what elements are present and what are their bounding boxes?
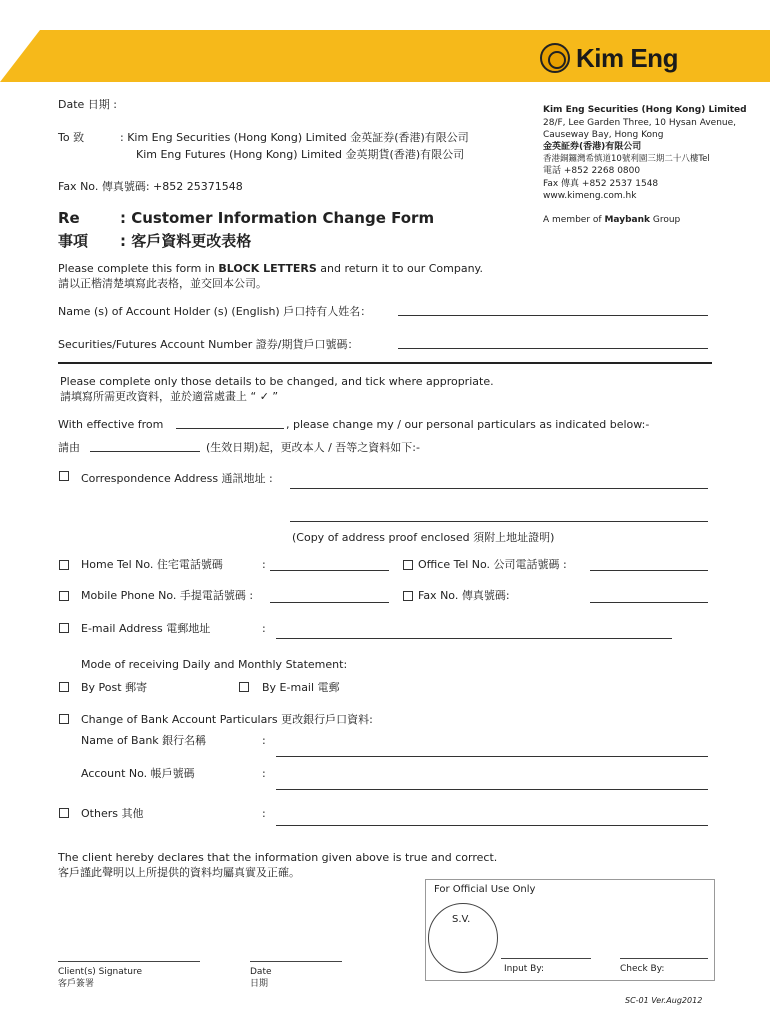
date-label-footer-cn: 日期 bbox=[250, 979, 269, 989]
member-of bbox=[543, 214, 680, 226]
address-proof-note: (Copy of address proof enclosed 須附上地址證明) bbox=[292, 531, 555, 544]
by-post-label: By Post 郵寄 bbox=[81, 681, 148, 694]
by-email-label: By E-mail 電郵 bbox=[262, 681, 340, 694]
email-colon: : bbox=[262, 622, 266, 635]
email-field[interactable] bbox=[276, 638, 672, 639]
address-line2: Causeway Bay, Hong Kong bbox=[543, 130, 664, 140]
logo-text: Kim Eng bbox=[576, 42, 678, 73]
effective-from-suffix: , please change my / our personal particulars as indicated below:- bbox=[286, 418, 650, 431]
correspondence-checkbox[interactable] bbox=[59, 471, 69, 481]
declaration-line2: 客戶謹此聲明以上所提供的資料均屬真實及正確。 bbox=[58, 866, 300, 879]
section-intro1: Please complete only those details to be changed, and tick where appropriate. bbox=[60, 375, 494, 388]
account-no-field[interactable] bbox=[276, 789, 708, 790]
others-checkbox[interactable] bbox=[59, 808, 69, 818]
logo-emblem-icon bbox=[540, 43, 570, 73]
holder-name-field[interactable] bbox=[398, 315, 708, 316]
member-brand: Maybank bbox=[604, 215, 650, 225]
bank-change-checkbox[interactable] bbox=[59, 714, 69, 724]
input-by-line[interactable] bbox=[501, 958, 591, 959]
effective-cn-label: 請由 bbox=[58, 441, 80, 454]
mobile-field[interactable] bbox=[270, 602, 389, 603]
address-line1: 28/F, Lee Garden Three, 10 Hysan Avenue, bbox=[543, 118, 736, 128]
re-label: Re bbox=[58, 209, 80, 227]
version-label: SC-01 Ver.Aug2012 bbox=[625, 996, 703, 1005]
by-email-checkbox[interactable] bbox=[239, 682, 249, 692]
others-label: Others 其他 bbox=[81, 807, 144, 820]
office-tel-field[interactable] bbox=[590, 570, 708, 571]
date-label: Date 日期 : bbox=[58, 98, 117, 111]
address-cn: 香港銅鑼灣希慎道10號利園三期二十八樓Tel bbox=[543, 154, 710, 164]
office-tel-label: Office Tel No. 公司電話號碼 : bbox=[418, 558, 567, 571]
re-label-cn: 事項 bbox=[58, 232, 89, 250]
form-title: : Customer Information Change Form bbox=[120, 209, 435, 227]
company-website: www.kimeng.com.hk bbox=[543, 191, 637, 201]
instruction-line1 bbox=[58, 262, 483, 276]
account-number-label: Securities/Futures Account Number 證券/期貨戶口號碼： bbox=[58, 338, 359, 351]
others-colon: : bbox=[262, 807, 266, 820]
bank-name-colon: : bbox=[262, 734, 266, 747]
to-label: To 致 bbox=[58, 131, 85, 144]
email-checkbox[interactable] bbox=[59, 623, 69, 633]
signature-date-line[interactable] bbox=[250, 961, 342, 962]
client-signature-label-cn: 客戶簽署 bbox=[58, 979, 95, 989]
correspondence-label: Correspondence Address 通訊地址 : bbox=[81, 472, 273, 485]
declaration-line1: The client hereby declares that the information given above is true and correct. bbox=[58, 851, 498, 864]
to-line2: Kim Eng Futures (Hong Kong) Limited 金英期貨(香港)有限公司 bbox=[136, 148, 465, 161]
instruction-line2: 請以正楷清楚填寫此表格，並交回本公司。 bbox=[58, 277, 267, 290]
company-logo bbox=[540, 40, 740, 76]
section-intro2: 請填寫所需更改資料，並於適當處畫上 “ ✓ ” bbox=[60, 390, 279, 403]
others-field[interactable] bbox=[276, 825, 708, 826]
fax-label: Fax No. 傳真號碼: +852 25371548 bbox=[58, 180, 243, 193]
member-suffix: Group bbox=[652, 215, 681, 225]
address-field-line2[interactable] bbox=[290, 521, 708, 522]
check-by-line[interactable] bbox=[620, 958, 708, 959]
by-post-checkbox[interactable] bbox=[59, 682, 69, 692]
to-line1: : Kim Eng Securities (Hong Kong) Limited 金英証券(香港)有限公司 bbox=[120, 131, 469, 144]
sv-label: S.V. bbox=[452, 914, 471, 925]
effective-date-field[interactable] bbox=[176, 428, 284, 429]
home-tel-label: Home Tel No. 住宅電話號碼 bbox=[81, 558, 223, 571]
email-label: E-mail Address 電郵地址 bbox=[81, 622, 211, 635]
instruction-pre: Please complete this form in bbox=[58, 262, 215, 275]
effective-from-label: With effective from bbox=[58, 418, 164, 431]
company-tel: 電話 +852 2268 0800 bbox=[543, 166, 641, 176]
official-use-label: For Official Use Only bbox=[434, 884, 536, 895]
date-label-footer: Date bbox=[250, 967, 272, 977]
section-divider bbox=[58, 362, 712, 364]
effective-date-cn-field[interactable] bbox=[90, 451, 200, 452]
member-prefix: A member of bbox=[543, 215, 602, 225]
form-title-cn: : 客戶資料更改表格 bbox=[120, 232, 252, 250]
fax-checkbox[interactable] bbox=[403, 591, 413, 601]
client-signature-label: Client(s) Signature bbox=[58, 967, 143, 977]
home-tel-checkbox[interactable] bbox=[59, 560, 69, 570]
fax-field[interactable] bbox=[590, 602, 708, 603]
account-no-label: Account No. 帳戶號碼 bbox=[81, 767, 195, 780]
address-field-line1[interactable] bbox=[290, 488, 708, 489]
bank-name-field[interactable] bbox=[276, 756, 708, 757]
instruction-bold: BLOCK LETTERS bbox=[218, 262, 317, 275]
fax-label-field: Fax No. 傳真號碼: bbox=[418, 589, 510, 602]
account-number-field[interactable] bbox=[398, 348, 708, 349]
home-tel-colon: : bbox=[262, 558, 266, 571]
bank-name-label: Name of Bank 銀行名稱 bbox=[81, 734, 207, 747]
company-name: Kim Eng Securities (Hong Kong) Limited bbox=[543, 105, 747, 115]
effective-cn-suffix: (生效日期)起，更改本人 / 吾等之資料如下:- bbox=[206, 441, 420, 454]
check-by-label: Check By: bbox=[620, 964, 665, 974]
holder-name-label: Name (s) of Account Holder (s) (English) 戶口持有人姓名： bbox=[58, 305, 372, 318]
client-signature-line[interactable] bbox=[58, 961, 200, 962]
bank-change-label: Change of Bank Account Particulars 更改銀行戶口資料: bbox=[81, 713, 373, 726]
account-no-colon: : bbox=[262, 767, 266, 780]
banner-corner bbox=[0, 30, 40, 82]
office-tel-checkbox[interactable] bbox=[403, 560, 413, 570]
input-by-label: Input By: bbox=[504, 964, 545, 974]
mode-statement-label: Mode of receiving Daily and Monthly Statement: bbox=[81, 658, 348, 671]
mobile-checkbox[interactable] bbox=[59, 591, 69, 601]
home-tel-field[interactable] bbox=[270, 570, 389, 571]
mobile-label: Mobile Phone No. 手提電話號碼 : bbox=[81, 589, 254, 602]
instruction-post: and return it to our Company. bbox=[320, 262, 483, 275]
company-name-cn: 金英証券(香港)有限公司 bbox=[543, 142, 642, 152]
company-fax: Fax 傳真 +852 2537 1548 bbox=[543, 179, 659, 189]
